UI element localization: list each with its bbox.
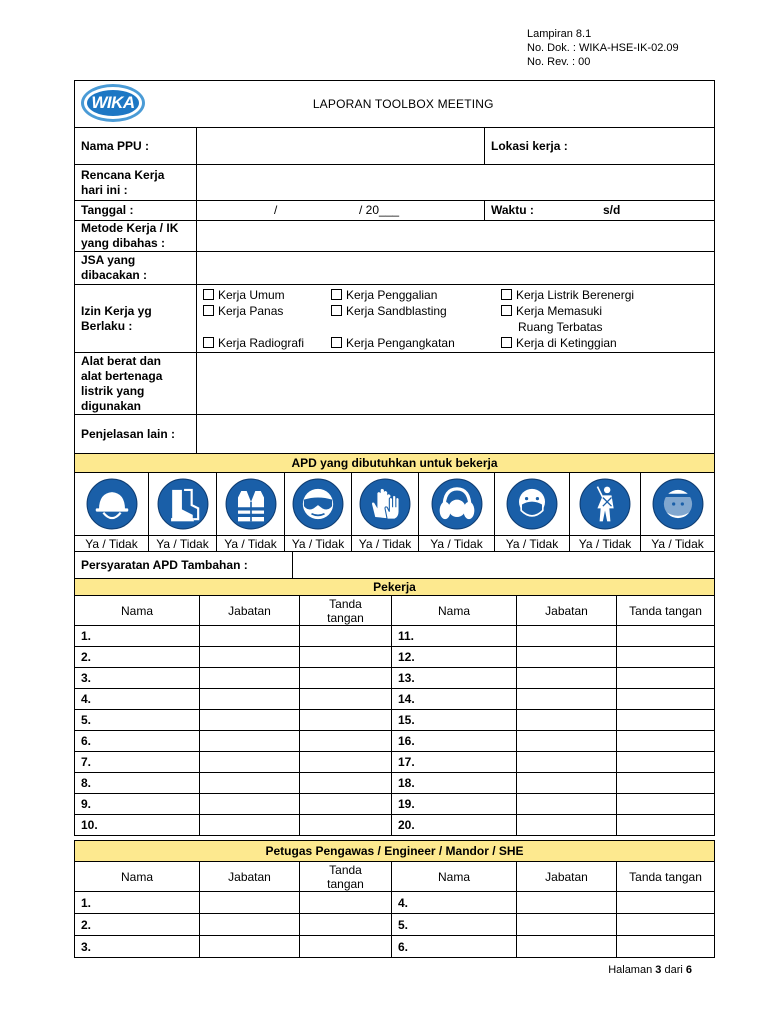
apd-section-title: APD yang dibutuhkan untuk bekerja: [75, 454, 715, 473]
face-shield-icon: [652, 478, 704, 530]
tanda-tangan-cell[interactable]: [617, 773, 715, 794]
tanggal-separator-day: /: [274, 203, 278, 217]
rencana-kerja-label: Rencana Kerja hari ini :: [75, 165, 197, 201]
tanda-tangan-cell[interactable]: [300, 689, 392, 710]
row-number-name-cell[interactable]: 6.: [75, 731, 200, 752]
apd-icon-cell: [641, 473, 715, 536]
tanda-tangan-cell[interactable]: [300, 914, 392, 936]
safety-glasses-icon: [292, 478, 344, 530]
persyaratan-table: [74, 551, 715, 579]
tanda-tangan-cell[interactable]: [300, 936, 392, 958]
form-title: LAPORAN TOOLBOX MEETING: [197, 81, 715, 128]
current-page: 3: [655, 964, 662, 976]
apd-icon-cell: [217, 473, 285, 536]
option-kerja-penggalian[interactable]: Kerja Penggalian: [331, 287, 501, 303]
option-kerja-listrik[interactable]: Kerja Listrik Berenergi: [501, 287, 708, 303]
jabatan-cell[interactable]: [200, 668, 300, 689]
table-row: [75, 668, 715, 689]
apd-choice-ya-tidak[interactable]: Ya / Tidak: [217, 536, 285, 552]
tanda-tangan-cell[interactable]: [617, 626, 715, 647]
metode-kerja-field[interactable]: [197, 221, 715, 252]
col-header-nama: Nama: [75, 862, 200, 892]
jabatan-cell[interactable]: [517, 689, 617, 710]
jabatan-cell[interactable]: [200, 626, 300, 647]
nama-ppu-label: Nama PPU :: [75, 128, 197, 165]
row-number-name-cell[interactable]: 6.: [392, 936, 517, 958]
penjelasan-field[interactable]: [197, 415, 715, 454]
row-number-name-cell[interactable]: 9.: [75, 794, 200, 815]
apd-icon-cell: [352, 473, 419, 536]
gloves-icon: [359, 478, 411, 530]
tanda-tangan-cell[interactable]: [617, 668, 715, 689]
table-row: [75, 647, 715, 668]
checkbox[interactable]: [203, 289, 214, 300]
izin-kerja-options: [197, 285, 715, 353]
option-kerja-panas[interactable]: Kerja Panas: [203, 303, 331, 319]
checkbox[interactable]: [203, 305, 214, 316]
jabatan-cell[interactable]: [517, 892, 617, 914]
apd-icon-cell: [495, 473, 570, 536]
row-number-name-cell[interactable]: 3.: [75, 668, 200, 689]
row-number-name-cell[interactable]: 17.: [392, 752, 517, 773]
tanda-tangan-cell[interactable]: [617, 914, 715, 936]
tanda-tangan-cell[interactable]: [300, 892, 392, 914]
col-header-tanda-tangan: Tanda tangan: [300, 596, 392, 626]
jabatan-cell[interactable]: [200, 773, 300, 794]
jabatan-cell[interactable]: [200, 752, 300, 773]
option-kerja-ketinggian[interactable]: Kerja di Ketinggian: [501, 335, 708, 351]
jabatan-cell[interactable]: [517, 914, 617, 936]
option-ruang-terbatas-text: Ruang Terbatas: [518, 319, 603, 334]
lampiran-text: Lampiran 8.1: [527, 28, 592, 40]
jabatan-cell[interactable]: [517, 773, 617, 794]
checkbox[interactable]: [331, 289, 342, 300]
tanda-tangan-cell[interactable]: [617, 794, 715, 815]
jabatan-cell[interactable]: [517, 668, 617, 689]
apd-icon-cell: [149, 473, 217, 536]
row-number-name-cell[interactable]: 4.: [392, 892, 517, 914]
table-row: [75, 689, 715, 710]
col-header-nama: Nama: [392, 596, 517, 626]
row-number-name-cell[interactable]: 2.: [75, 647, 200, 668]
jabatan-cell[interactable]: [517, 794, 617, 815]
table-row: [75, 914, 715, 936]
col-header-nama: Nama: [392, 862, 517, 892]
row-number-name-cell[interactable]: 13.: [392, 668, 517, 689]
tanda-tangan-cell[interactable]: [617, 815, 715, 836]
row-number-name-cell[interactable]: 3.: [75, 936, 200, 958]
dari-label: dari: [664, 964, 683, 976]
row-number-name-cell[interactable]: 2.: [75, 914, 200, 936]
halaman-label: Halaman: [608, 964, 653, 976]
row-number-name-cell[interactable]: 18.: [392, 773, 517, 794]
table-row: [75, 710, 715, 731]
tanda-tangan-cell[interactable]: [300, 815, 392, 836]
tanggal-label: Tanggal :: [75, 201, 197, 221]
persyaratan-field[interactable]: [293, 552, 715, 579]
col-header-tanda-tangan: Tanda tangan: [617, 862, 715, 892]
nama-ppu-field[interactable]: [197, 128, 485, 165]
col-header-nama: Nama: [75, 596, 200, 626]
apd-icon-cell: [285, 473, 352, 536]
table-row: [75, 731, 715, 752]
row-number-name-cell[interactable]: 15.: [392, 710, 517, 731]
pengawas-section-title: Petugas Pengawas / Engineer / Mandor / SHE: [75, 841, 715, 862]
row-number-name-cell[interactable]: 16.: [392, 731, 517, 752]
tanda-tangan-cell[interactable]: [300, 668, 392, 689]
col-header-jabatan: Jabatan: [200, 862, 300, 892]
tanggal-field[interactable]: [197, 201, 485, 221]
jabatan-cell[interactable]: [200, 731, 300, 752]
waktu-field[interactable]: [485, 201, 715, 221]
apd-choice-ya-tidak[interactable]: Ya / Tidak: [352, 536, 419, 552]
jabatan-cell[interactable]: [517, 731, 617, 752]
apd-choice-ya-tidak[interactable]: Ya / Tidak: [641, 536, 715, 552]
table-row: [75, 936, 715, 958]
col-header-tanda-tangan: Tanda tangan: [300, 862, 392, 892]
tanda-tangan-cell[interactable]: [300, 731, 392, 752]
tanda-tangan-cell[interactable]: [300, 752, 392, 773]
jabatan-cell[interactable]: [200, 794, 300, 815]
row-number-name-cell[interactable]: 5.: [75, 710, 200, 731]
apd-icon-cell: [75, 473, 149, 536]
apd-choice-ya-tidak[interactable]: Ya / Tidak: [285, 536, 352, 552]
apd-choice-ya-tidak[interactable]: Ya / Tidak: [570, 536, 641, 552]
jabatan-cell[interactable]: [517, 752, 617, 773]
jabatan-cell[interactable]: [517, 626, 617, 647]
row-number-name-cell[interactable]: 5.: [392, 914, 517, 936]
total-pages: 6: [685, 964, 692, 976]
tanda-tangan-cell[interactable]: [617, 731, 715, 752]
option-kerja-pengangkatan[interactable]: Kerja Pengangkatan: [331, 335, 501, 351]
col-header-jabatan: Jabatan: [517, 596, 617, 626]
jabatan-cell[interactable]: [200, 815, 300, 836]
waktu-until: s/d: [603, 203, 621, 217]
helmet-icon: [86, 478, 138, 530]
apd-choice-ya-tidak[interactable]: Ya / Tidak: [495, 536, 570, 552]
metode-kerja-label: Metode Kerja / IK yang dibahas :: [75, 221, 197, 252]
tanda-tangan-cell[interactable]: [617, 647, 715, 668]
option-kerja-sandblasting[interactable]: Kerja Sandblasting: [331, 303, 501, 319]
table-row: [75, 892, 715, 914]
row-number-name-cell[interactable]: 8.: [75, 773, 200, 794]
jabatan-cell[interactable]: [517, 815, 617, 836]
tanda-tangan-cell[interactable]: [300, 794, 392, 815]
checkbox[interactable]: [331, 305, 342, 316]
izin-kerja-label: Izin Kerja yg Berlaku :: [75, 285, 197, 353]
page-footer: [608, 964, 692, 976]
lokasi-kerja-label: Lokasi kerja :: [491, 138, 568, 153]
document-number: No. Dok. : WIKA-HSE-IK-02.09: [527, 42, 679, 54]
pekerja-table: [74, 578, 715, 836]
pengawas-table: [74, 840, 715, 958]
tanda-tangan-cell[interactable]: [617, 892, 715, 914]
tanggal-separator-year: / 20___: [359, 203, 400, 217]
jabatan-cell[interactable]: [200, 936, 300, 958]
tanda-tangan-cell[interactable]: [617, 710, 715, 731]
option-kerja-radiografi[interactable]: Kerja Radiografi: [203, 335, 331, 351]
jabatan-cell[interactable]: [200, 914, 300, 936]
dust-mask-icon: [506, 478, 558, 530]
full-body-harness-icon: [579, 478, 631, 530]
apd-choice-ya-tidak[interactable]: Ya / Tidak: [419, 536, 495, 552]
apd-table: [74, 453, 715, 552]
alat-berat-label: Alat berat dan alat bertenaga listrik yang digunakan: [75, 353, 197, 415]
tanda-tangan-cell[interactable]: [300, 710, 392, 731]
revision-number: No. Rev. : 00: [527, 56, 591, 68]
safety-boots-icon: [157, 478, 209, 530]
tanda-tangan-cell[interactable]: [617, 689, 715, 710]
row-number-name-cell[interactable]: 7.: [75, 752, 200, 773]
table-row: [75, 773, 715, 794]
checkbox[interactable]: [501, 289, 512, 300]
logo-cell: [75, 81, 197, 128]
jabatan-cell[interactable]: [517, 647, 617, 668]
safety-vest-icon: [225, 478, 277, 530]
row-number-name-cell[interactable]: 19.: [392, 794, 517, 815]
document-info: [527, 27, 679, 69]
jabatan-cell[interactable]: [200, 892, 300, 914]
jabatan-cell[interactable]: [200, 689, 300, 710]
apd-choice-ya-tidak[interactable]: Ya / Tidak: [149, 536, 217, 552]
option-kerja-umum[interactable]: Kerja Umum: [203, 287, 331, 303]
jabatan-cell[interactable]: [200, 647, 300, 668]
jabatan-cell[interactable]: [200, 710, 300, 731]
apd-icon-cell: [419, 473, 495, 536]
jsa-label: JSA yang dibacakan :: [75, 252, 197, 285]
apd-choice-ya-tidak[interactable]: Ya / Tidak: [75, 536, 149, 552]
persyaratan-label: Persyaratan APD Tambahan :: [75, 552, 293, 579]
option-kerja-memasuki[interactable]: Kerja Memasuki: [501, 303, 708, 319]
col-header-tanda-tangan: Tanda tangan: [617, 596, 715, 626]
jsa-field[interactable]: [197, 252, 715, 285]
pekerja-section-title: Pekerja: [75, 579, 715, 596]
row-number-name-cell[interactable]: 11.: [392, 626, 517, 647]
waktu-label: Waktu :: [491, 203, 534, 217]
penjelasan-label: Penjelasan lain :: [75, 415, 197, 454]
table-row: [75, 752, 715, 773]
jabatan-cell[interactable]: [517, 936, 617, 958]
tanda-tangan-cell[interactable]: [300, 626, 392, 647]
row-number-name-cell[interactable]: 14.: [392, 689, 517, 710]
checkbox[interactable]: [331, 337, 342, 348]
table-row: [75, 815, 715, 836]
tanda-tangan-cell[interactable]: [617, 936, 715, 958]
alat-berat-field[interactable]: [197, 353, 715, 415]
col-header-jabatan: Jabatan: [517, 862, 617, 892]
checkbox[interactable]: [501, 337, 512, 348]
row-number-name-cell[interactable]: 1.: [75, 626, 200, 647]
form-header-table: [74, 80, 715, 454]
row-number-name-cell[interactable]: 10.: [75, 815, 200, 836]
wika-logo: WIKA: [81, 84, 147, 124]
tanda-tangan-cell[interactable]: [300, 773, 392, 794]
row-number-name-cell[interactable]: 20.: [392, 815, 517, 836]
table-row: [75, 794, 715, 815]
ear-protection-icon: [431, 478, 483, 530]
row-number-name-cell[interactable]: 4.: [75, 689, 200, 710]
table-row: [75, 626, 715, 647]
jabatan-cell[interactable]: [517, 710, 617, 731]
tanda-tangan-cell[interactable]: [300, 647, 392, 668]
apd-icon-cell: [570, 473, 641, 536]
col-header-jabatan: Jabatan: [200, 596, 300, 626]
lokasi-kerja-field[interactable]: [485, 128, 715, 165]
tanda-tangan-cell[interactable]: [617, 752, 715, 773]
checkbox[interactable]: [501, 305, 512, 316]
row-number-name-cell[interactable]: 12.: [392, 647, 517, 668]
rencana-kerja-field[interactable]: [197, 165, 715, 201]
row-number-name-cell[interactable]: 1.: [75, 892, 200, 914]
checkbox[interactable]: [203, 337, 214, 348]
